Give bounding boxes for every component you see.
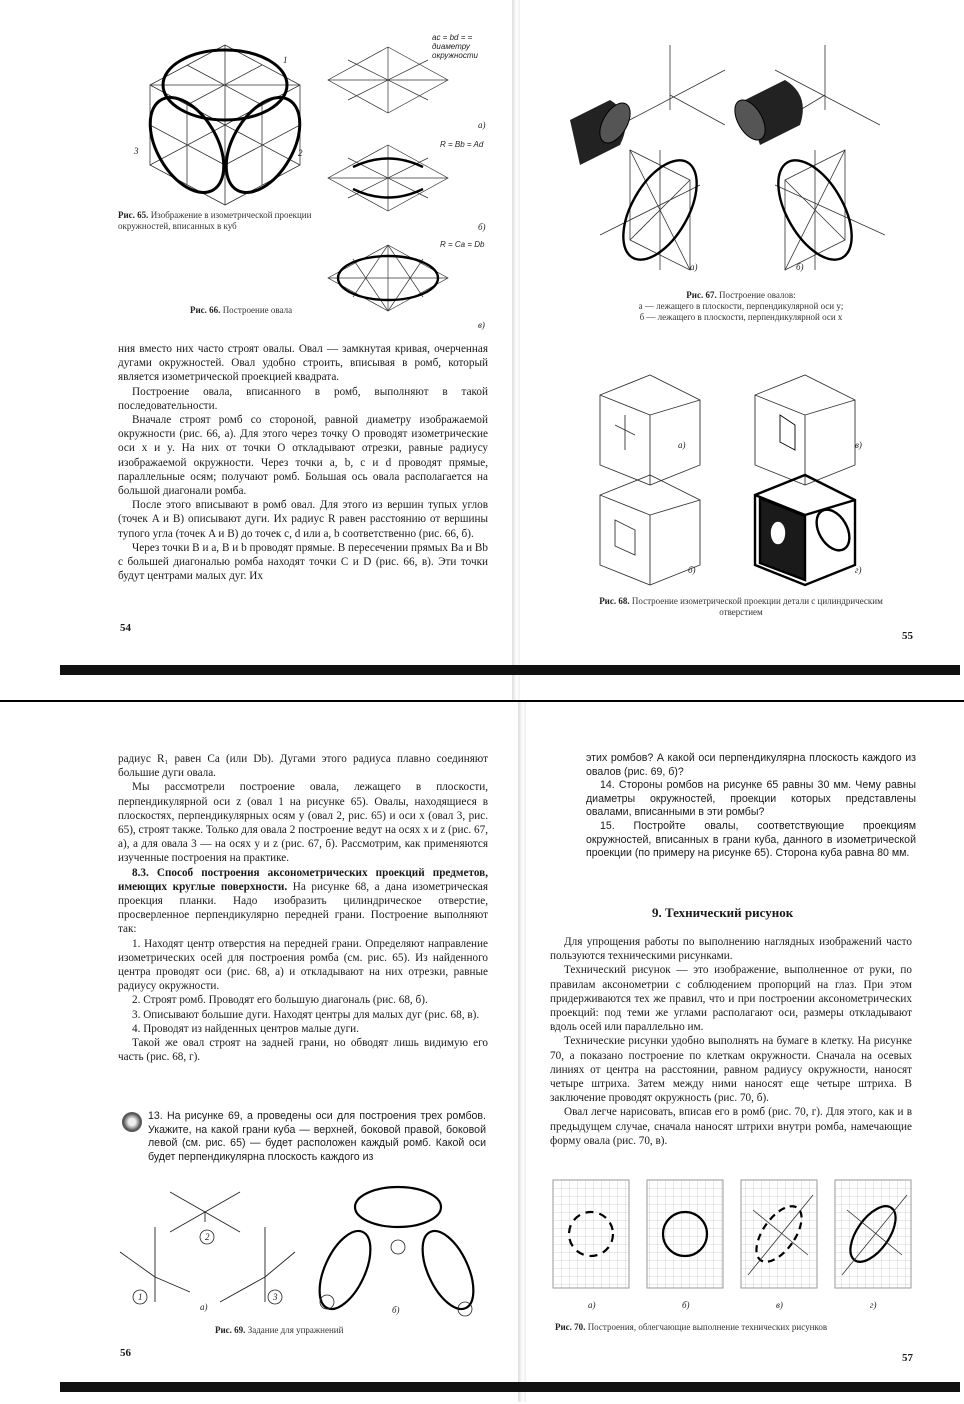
step: Такой же овал строят на задней грани, но обводят лишь видимую его часть (рис. 68, г). xyxy=(118,1037,488,1064)
task-13-continued: этих ромбов? А какой оси перпендикулярна плоскость каждого из овалов (рис. 69, б)? xyxy=(586,752,916,778)
fig69-circled-3: 3 xyxy=(273,1292,278,1302)
fig70-sub-d: г) xyxy=(870,1300,877,1310)
step: 1. Находят центр отверстия на передней грани. Определяют направление изометрических осей для построения ромба (см. рис. 65). Из найденного центра проводят оси (рис. 68, а) и откладывают на них отрезки, равные радиусу окружности. xyxy=(118,937,488,993)
section-paragraph: 8.3. Способ построения аксонометрических проекций предметов, имеющих круглые поверхности. На рисунке 68, а дана изометрическая проекция планки. Надо изобразить цилиндрическое отверстие, просверленное перпендикулярно передней грани. Построение выполняют так: xyxy=(118,866,488,936)
page-56-text xyxy=(118,752,488,1064)
page-54-text xyxy=(118,342,488,583)
section-heading: 9. Технический рисунок xyxy=(652,905,794,920)
fig67-sub-a: а) xyxy=(690,262,698,272)
page-gutter xyxy=(518,702,526,1402)
figure-67-caption: Рис. 67. Построение овалов: а — лежащего в плоскости, перпендикулярной оси y; б — лежащего в плоскости, перпендикулярной оси x xyxy=(638,290,844,322)
paragraph: Через точки B и a, B и b проводят прямые. В пересечении прямых Ba и Bb с большей диагональю ромба находят точки C и D (рис. 66, в). Эти точки будут центрами малых дуг. Их xyxy=(118,541,488,583)
page-number-54: 54 xyxy=(120,622,131,634)
paragraph: После этого вписывают в ромб овал. Для этого из вершин тупых углов (точек A и B) описывают дуги. Их радиус R равен расстоянию от вершины тупого угла (точек A и B) до точек c, d или a, b соответственно (рис. 66, б). xyxy=(118,499,488,540)
page-number-57: 57 xyxy=(902,1352,913,1364)
fig69-sub-a: а) xyxy=(200,1302,208,1312)
fig66-sub-c: в) xyxy=(478,320,485,330)
oval-note-c: R = Ca = Db xyxy=(440,240,485,249)
fig70-sub-a: а) xyxy=(588,1300,596,1310)
scan-edge xyxy=(60,1382,960,1392)
fig69-sub-b: б) xyxy=(392,1305,400,1315)
figure-65-cube xyxy=(140,40,310,210)
oval-note-b: R = Bb = Ad xyxy=(440,140,484,149)
figure-66-ovals xyxy=(318,35,468,335)
paragraph: Технические рисунки удобно выполнять на бумаге в клетку. На рисунке 70, а показано построение по клеткам окружности. Сначала на осевых линиях от центра на расстоянии, равном радиусу окружности, наносят четыре штриха. Затем между ними наносят еще четыре штриха. В заключение проводят окружность (рис. 70, б). xyxy=(550,1035,912,1105)
fig69-circled-2: 2 xyxy=(205,1232,210,1242)
paragraph: Вначале строят ромб со стороной, равной диаметру изображаемой окружности (рис. 66, а). Для этого через точку O проводят изометрические оси x и y. На них от точки O откладывают отрезки, равные радиусу изображаемой окружности. Через точки a, b, c и d проводят прямые, параллельные осям; получают ромб. Большая ось овала располагается на большой диагонали ромба. xyxy=(118,414,488,498)
oval-note-a: ac = bd = = диаметру окружности xyxy=(432,33,478,60)
fig68-sub-d: г) xyxy=(855,565,862,575)
page-gutter xyxy=(512,0,520,700)
paragraph: Построение овала, вписанного в ромб, выполняют в такой последовательности. xyxy=(118,385,488,412)
figure-70-grids xyxy=(553,1180,913,1290)
paragraph: радиус R₁ равен Ca (или Db). Дугами этого радиуса плавно соединяют большие дуги овала. xyxy=(118,753,488,780)
fig70-sub-c: в) xyxy=(776,1300,783,1310)
fig68-sub-a: а) xyxy=(678,440,686,450)
task-13: 13. На рисунке 69, а проведены оси для построения трех ромбов. Укажите, на какой грани куба — верхней, боковой правой, боковой левой (см. рис. 65) — будет расположен каждый ромб. Какой оси будет перпендикулярна плоскость каждого из xyxy=(148,1110,486,1163)
task-15: 15. Постройте овалы, соответствующие проекциям окружностей, вписанных в грани куба, данного в изометрической проекции (по примеру на рисунке 65). Сторона куба равна 80 мм. xyxy=(586,819,916,860)
fig66-sub-a: а) xyxy=(478,120,486,130)
spread-54-55 xyxy=(0,0,964,700)
fig68-sub-c: в) xyxy=(855,440,862,450)
scan-edge xyxy=(60,665,960,675)
paragraph: ния вместо них часто строят овалы. Овал — замкнутая кривая, очерченная дугами окружностей. Овал удобно строить, вписывая в ромб, который является изометрической проекцией квадрата. xyxy=(118,343,488,384)
figure-70-caption: Рис. 70. Построения, облегчающие выполнение технических рисунков xyxy=(555,1322,828,1332)
cube-label-1: 1 xyxy=(283,55,288,65)
task-icon xyxy=(122,1112,142,1132)
figure-69-axes xyxy=(115,1182,485,1332)
paragraph: Овал легче нарисовать, вписав его в ромб (рис. 70, г). Для этого, как и в предыдущем случае, сначала наносят штрихи внутри ромба, намечающие форму овала (рис. 70, в). xyxy=(550,1106,912,1147)
step: 4. Проводят из найденных центров малые дуги. xyxy=(132,1022,359,1035)
figure-68-caption: Рис. 68. Построение изометрической проекции детали с цилиндрическим отверстием xyxy=(599,596,883,617)
figure-68-blocks xyxy=(590,370,890,585)
fig68-sub-b: б) xyxy=(688,565,696,575)
step: 2. Строят ромб. Проводят его большую диагональ (рис. 68, б). xyxy=(132,994,428,1007)
step: 3. Описывают большие дуги. Находят центры для малых дуг (рис. 68, в). xyxy=(132,1008,480,1021)
cube-label-2: 2 xyxy=(298,148,303,158)
fig70-sub-b: б) xyxy=(682,1300,690,1310)
fig66-sub-b: б) xyxy=(478,222,486,232)
page-number-55: 55 xyxy=(902,630,913,642)
spread-56-57 xyxy=(0,702,964,1402)
fig69-circled-1: 1 xyxy=(138,1292,143,1302)
paragraph: Технический рисунок — это изображение, выполненное от руки, по правилам аксонометрии с соблюдением пропорций на глаз. При этом придерживаются тех же правил, что и при построении аксонометрических проекций: под теми же углами располагают оси, размеры откладывают вдоль осей или параллельно им. xyxy=(550,964,912,1034)
paragraph: Мы рассмотрели построение овала, лежащего в плоскости, перпендикулярной оси z (овал 1 на рисунке 65). Овалы, находящиеся в плоскостях, перпендикулярных осям y (овал 2, рис. 65) и оси x (овал 3, рис. 65), строят также. Только для овала 2 построение ведут на осях x и z (рис. 67, а), а для овала 3 — на осях y и z (рис. 67, б). Рассмотрим, как применяются изученные построения на практике. xyxy=(118,781,488,865)
task-14: 14. Стороны ромбов на рисунке 65 равны 30 мм. Чему равны диаметры окружностей, проекции которых представлены овалами, вписанными в эти ромбы? xyxy=(586,779,916,819)
cube-label-3: 3 xyxy=(134,146,139,156)
figure-69-caption: Рис. 69. Задание для упражнений xyxy=(215,1325,344,1335)
page-57-text xyxy=(550,935,912,1148)
figure-67-cylinders xyxy=(560,40,890,280)
page-57-tasks xyxy=(586,752,916,861)
section-title: 8.3. Способ построения аксонометрических проекций предметов, имеющих круглые поверхности. xyxy=(118,866,488,893)
fig67-sub-b: б) xyxy=(796,262,804,272)
paragraph: Для упрощения работы по выполнению наглядных изображений часто пользуются техническими рисунками. xyxy=(550,936,912,963)
page-number-56: 56 xyxy=(120,1347,131,1359)
figure-65-caption: Рис. 65. Изображение в изометрической проекции окружностей, вписанных в куб xyxy=(118,210,312,231)
figure-66-caption: Рис. 66. Построение овала xyxy=(190,305,293,315)
